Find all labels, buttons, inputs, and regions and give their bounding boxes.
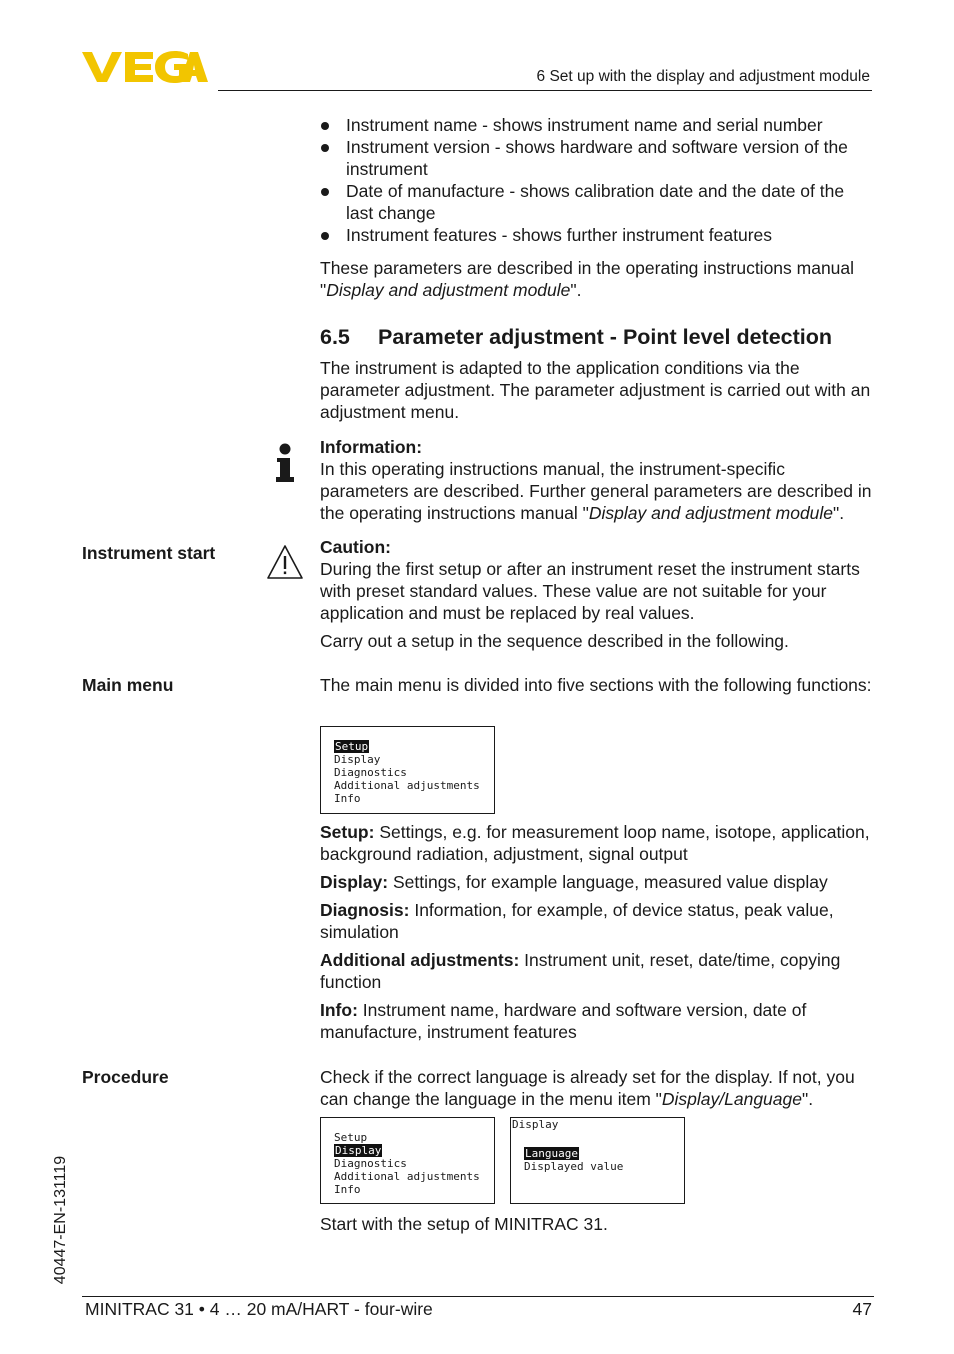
main-menu-intro: The main menu is divided into five sections with the following functions:	[320, 675, 872, 695]
intro-bullet-list	[320, 114, 875, 246]
lcd-item-diagnostics: Diagnostics	[334, 766, 407, 779]
menu-description-setup	[320, 821, 875, 865]
params-note-text: These parameters are described in the operating instructions manual "	[320, 258, 855, 300]
term-display: Display:	[320, 872, 389, 892]
menu-description-display	[320, 871, 875, 893]
lcd-item-display: Display	[334, 753, 381, 766]
side-label-main-menu: Main menu	[82, 675, 174, 695]
desc-additional-adjustments: Instrument unit, reset, date/time, copying function	[320, 950, 841, 992]
menu-descriptions	[320, 821, 875, 1043]
document-code: 40447-EN-131119	[52, 1155, 69, 1285]
lcd-item-display-selected: Display	[335, 1144, 382, 1157]
lcd-item-diagnostics: Diagnostics	[334, 1157, 407, 1170]
setup-sequence-note: Carry out a setup in the sequence described in the following.	[320, 631, 789, 651]
vega-logo	[80, 50, 212, 84]
footer-product: MINITRAC 31 • 4 … 20 mA/HART - four-wire	[85, 1299, 433, 1319]
procedure-text	[320, 1066, 875, 1110]
header-divider	[218, 90, 872, 91]
information-text	[320, 458, 875, 524]
lcd-item-language-selected: Language	[525, 1147, 578, 1160]
lcd-item-setup: Setup	[334, 1131, 368, 1144]
section-title: Parameter adjustment - Point level detection	[378, 325, 833, 349]
information-block	[320, 436, 875, 524]
caution-block	[320, 536, 875, 652]
main-menu-screen	[320, 726, 495, 814]
desc-diagnosis: Information, for example, of device status, peak value, simulation	[320, 900, 834, 942]
section-number: 6.5	[320, 325, 350, 349]
desc-info: Instrument name, hardware and software version, date of manufacture, instrument features	[320, 1000, 807, 1042]
list-item: Instrument features - shows further instrument features	[320, 224, 875, 246]
term-setup: Setup:	[320, 822, 375, 842]
lcd-item-setup-selected: Setup	[335, 740, 369, 753]
caution-title: Caution:	[320, 537, 391, 557]
caution-text: During the first setup or after an instrument reset the instrument starts with preset standard values. These value are not suitable for your application and must be replaced by real values.	[320, 559, 860, 623]
menu-description-diagnosis	[320, 899, 875, 943]
term-additional-adjustments: Additional adjustments:	[320, 950, 520, 970]
term-diagnosis: Diagnosis:	[320, 900, 410, 920]
section-heading	[320, 325, 875, 350]
lcd-submenu-title: Display	[512, 1118, 559, 1131]
menu-description-info	[320, 999, 875, 1043]
params-note	[320, 257, 875, 301]
list-item: Instrument name - shows instrument name and serial number	[320, 114, 875, 136]
lcd-item-additional-adjustments: Additional adjustments	[334, 1170, 480, 1183]
warning-icon	[266, 543, 304, 581]
params-note-end: ".	[570, 280, 582, 300]
lcd-item-additional-adjustments: Additional adjustments	[334, 779, 480, 792]
params-note-manual-title: Display and adjustment module	[326, 280, 571, 300]
information-manual-title: Display and adjustment module	[588, 503, 834, 523]
procedure-body: Check if the correct language is already set for the display. If not, you can change the language in the menu item "	[320, 1067, 855, 1109]
desc-setup: Settings, e.g. for measurement loop name, isotope, application, background radiation, adjustment, signal output	[320, 822, 870, 864]
page-number: 47	[852, 1299, 872, 1319]
information-end: ".	[833, 503, 845, 523]
side-label-instrument-start: Instrument start	[82, 543, 216, 563]
display-submenu-screen	[510, 1117, 685, 1204]
info-icon	[274, 443, 296, 483]
lcd-item-info: Info	[334, 1183, 361, 1196]
lcd-item-displayed-value: Displayed value	[524, 1160, 624, 1173]
lcd-item-info: Info	[334, 792, 361, 805]
list-item: Date of manufacture - shows calibration date and the date of the last change	[320, 180, 875, 224]
footer-divider	[82, 1296, 874, 1297]
procedure-closing: Start with the setup of MINITRAC 31.	[320, 1214, 608, 1234]
information-title: Information:	[320, 437, 423, 457]
procedure-menu-path: Display/Language	[661, 1089, 802, 1109]
term-info: Info:	[320, 1000, 358, 1020]
section-intro: The instrument is adapted to the application conditions via the parameter adjustment. The parameter adjustment is carried out with an adjustment menu.	[320, 358, 871, 422]
side-label-procedure: Procedure	[82, 1067, 169, 1087]
menu-description-additional	[320, 949, 875, 993]
desc-display: Settings, for example language, measured value display	[388, 872, 828, 892]
information-body: In this operating instructions manual, the instrument-specific parameters are described. Further general parameters are described in the operating instructions manual "	[320, 459, 872, 523]
procedure-end: ".	[801, 1089, 814, 1109]
list-item: Instrument version - shows hardware and software version of the instrument	[320, 136, 875, 180]
header-section-title: 6 Set up with the display and adjustment module	[536, 68, 870, 85]
procedure-menu-screen	[320, 1117, 495, 1204]
